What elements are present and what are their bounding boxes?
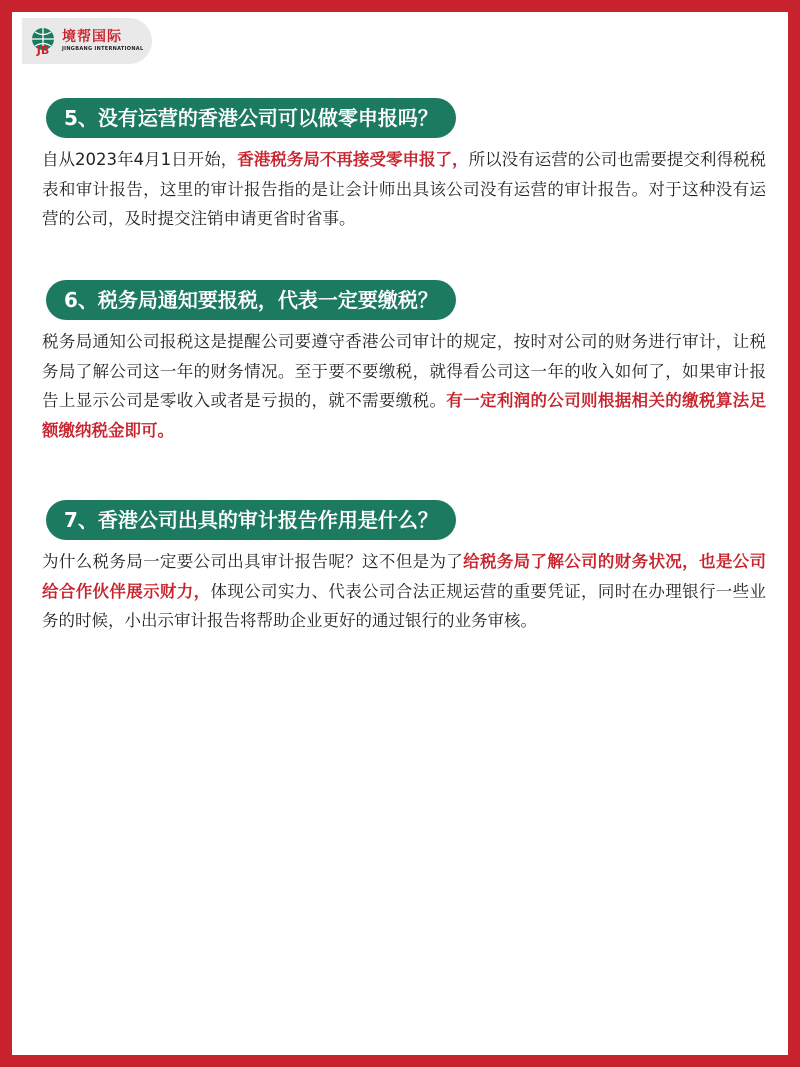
section-6-body	[42, 327, 766, 445]
highlight-text: 有一定利润的公司则根据相关的缴税算法足额缴纳税金即可。	[42, 391, 767, 440]
body-text: 所以没有运营的公司也需要提交利得税税表和审计报告，这里的审计报告指的是让会计师出具该公司没有运营的审计报告。对于这种没有运营的公司，及时提交注销申请更省时省事。	[42, 150, 766, 228]
body-text: 为什么税务局一定要公司出具审计报告呢？这不但是为了	[42, 552, 464, 571]
highlight-text: 给税务局了解公司的财务状况，也是公司给合作伙伴展示财力，	[42, 552, 767, 601]
section-7-body	[42, 547, 766, 636]
brand-name-en: JINGBANG INTERNATIONAL	[62, 46, 144, 52]
brand-name-cn: 境帮国际	[62, 29, 122, 45]
body-text: 体现公司实力、代表公司合法正规运营的重要凭证，同时在办理银行一些业务的时候，小出示审计报告将帮助企业更好的通过银行的业务审核。	[42, 581, 767, 630]
logo-letters: JB	[36, 44, 50, 56]
globe-logo-icon	[28, 26, 58, 56]
page	[12, 12, 788, 1055]
section-7-heading: 7、香港公司出具的审计报告作用是什么？	[46, 500, 456, 540]
section-5-heading: 5、没有运营的香港公司可以做零申报吗？	[46, 98, 456, 138]
highlight-text: 香港税务局不再接受零申报了，	[237, 150, 469, 169]
body-text: 税务局通知公司报税这是提醒公司要遵守香港公司审计的规定，按时对公司的财务进行审计，让税务局了解公司这一年的财务情况。至于要不要缴税，就得看公司这一年的收入如何了，如果审计报告上显示公司是零收入或者是亏损的，就不需要缴税。	[42, 332, 766, 410]
body-text: 自从2023年4月1日开始，	[42, 150, 238, 169]
section-6-heading: 6、税务局通知要报税，代表一定要缴税？	[46, 280, 456, 320]
section-5-body	[42, 145, 766, 234]
brand-logo	[22, 18, 152, 64]
